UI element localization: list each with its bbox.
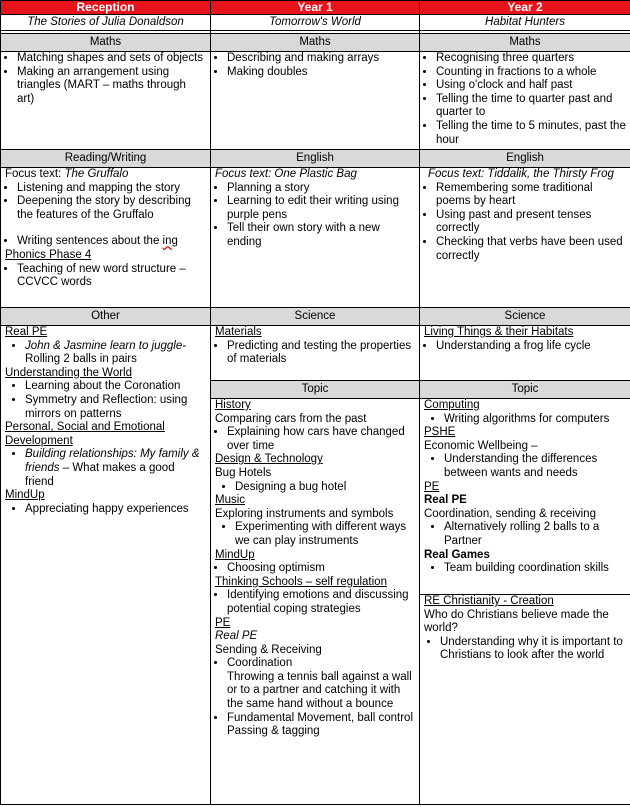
other-label: Other <box>1 308 211 326</box>
reception-maths-label: Maths <box>1 34 211 52</box>
list-item: • Deepening the story by describing the features of the Gruffalo <box>17 195 206 222</box>
list-item: • Teaching of new word structure – CCVCC words <box>17 263 206 290</box>
year1-theme: Tomorrow's World <box>211 15 420 31</box>
list-item: • Understanding the differences between wants and needs <box>444 453 626 480</box>
list-item: • Telling the time to 5 minutes, past the hour <box>436 120 626 147</box>
year1-maths-label: Maths <box>211 34 420 52</box>
year2-topic: Computing • Writing algorithms for computers PSHE Economic Wellbeing – • Understanding the differences between wants and needs PE Real PE Coordination, sending & receiving • Alternatively rolling 2 balls to a Partner Real Games • Team building coordination skills <box>420 399 630 595</box>
living-things-heading: Living Things & their Habitats <box>424 326 574 338</box>
list-item: • Symmetry and Reflection: using mirrors on patterns <box>25 394 206 421</box>
pe-heading: PE <box>215 616 231 629</box>
list-item: • Choosing optimism <box>227 562 415 576</box>
reception-english <box>1 168 211 308</box>
year2-theme: Habitat Hunters <box>420 15 630 31</box>
list-item: • Designing a bug hotel <box>235 481 415 495</box>
year2-english <box>420 168 630 308</box>
thinking-heading: Thinking Schools – self regulation <box>215 575 387 588</box>
list-item: • Coordination Throwing a tennis ball against a wall or to a partner and catching it with the same hand without a bounce <box>227 657 415 711</box>
english-content-row <box>1 168 630 308</box>
year2-science <box>420 326 630 381</box>
list-item: • Learning to edit their writing using purple pens <box>227 195 415 222</box>
music-heading: Music <box>215 494 246 507</box>
year1-english <box>211 168 420 308</box>
year2-english-label: English <box>420 150 630 168</box>
list-item: • Writing sentences about the ing <box>17 235 206 249</box>
list-item: • Building relationships: My family & friends – What makes a good friend <box>25 448 206 489</box>
year2-re: RE Christianity - Creation Who do Christians believe made the world? • Understanding why it is important to Christians to look after the world <box>420 595 630 805</box>
list-item: • Alternatively rolling 2 balls to a Partner <box>444 521 626 548</box>
list-item: • Listening and mapping the story <box>17 182 206 196</box>
year1-topic-label: Topic <box>211 381 420 399</box>
year2-topic-label: Topic <box>420 381 630 399</box>
list-item: • Planning a story <box>227 182 415 196</box>
list-item: • John & Jasmine learn to juggle- Rolling 2 balls in pairs <box>25 340 206 367</box>
list-item: • Understanding a frog life cycle <box>436 340 626 354</box>
list-item: • Writing algorithms for computers <box>444 413 626 427</box>
mindup-heading: MindUp <box>5 489 45 502</box>
list-item: • Checking that verbs have been used correctly <box>436 236 626 263</box>
year2-maths-label: Maths <box>420 34 630 52</box>
history-heading: History <box>215 399 251 411</box>
pshe-heading: PSHE <box>424 426 456 439</box>
list-item: • Explaining how cars have changed over time <box>227 426 415 453</box>
year1-science-label: Science <box>211 308 420 326</box>
theme-row <box>1 15 630 31</box>
list-item: • Identifying emotions and discussing potential coping strategies <box>227 589 415 616</box>
re-heading: RE Christianity - Creation <box>424 595 554 607</box>
phonics-heading: Phonics Phase 4 <box>5 248 92 261</box>
list-item: • Predicting and testing the properties of materials <box>227 340 415 367</box>
real-pe-heading: Real PE <box>5 326 48 338</box>
computing-heading: Computing <box>424 399 480 411</box>
focus-text: Focus text: One Plastic Bag <box>215 168 357 180</box>
list-item: • Team building coordination skills <box>444 562 626 576</box>
year1-english-label: English <box>211 150 420 168</box>
year1-science <box>211 326 420 381</box>
list-item: • Appreciating happy experiences <box>25 503 206 517</box>
reception-maths <box>1 52 211 150</box>
utw-heading: Understanding the World <box>5 366 132 379</box>
list-item: • Making doubles <box>227 66 415 80</box>
pe-heading: PE <box>424 480 440 493</box>
year2-science-label: Science <box>420 308 630 326</box>
reception-english-label: Reading/Writing <box>1 150 211 168</box>
list-item: • Experimenting with different ways we can play instruments <box>235 521 415 548</box>
maths-content-row <box>1 52 630 150</box>
year-header-row <box>1 1 630 15</box>
list-item: • Using o'clock and half past <box>436 79 626 93</box>
list-item: • Describing and making arrays <box>227 52 415 66</box>
dt-heading: Design & Technology <box>215 453 323 466</box>
english-label-row <box>1 150 630 168</box>
reception-theme: The Stories of Julia Donaldson <box>1 15 211 31</box>
mindup-heading: MindUp <box>215 548 255 561</box>
focus-text: Focus text: Tiddalik, the Thirsty Frog <box>428 168 614 180</box>
list-item: • Telling the time to quarter past and quarter to <box>436 93 626 120</box>
reception-other <box>1 326 211 805</box>
real-games-heading: Real Games <box>424 548 490 561</box>
list-item: • Making an arrangement using triangles (MART – maths through art) <box>17 66 206 107</box>
year1-topic: History Comparing cars from the past • Explaining how cars have changed over time Design & Technology Bug Hotels • Designing a bug hotel Music Exploring instruments and symbols • Experimenting with different ways we can play instruments MindUp • Choosing optimism Thinking Schools – self regulation • Identifying emotions and discussing potential coping strategies PE Real PE Sending & Receiving • Coordination Throwing a tennis ball against a wall or to a partner and catching it with the same hand without a bounce • Fundamental Movement, ball control Passing & tagging <box>211 399 420 805</box>
year2-header: Year 2 <box>420 1 630 15</box>
list-item: • Using past and present tenses correctly <box>436 209 626 236</box>
maths-label-row <box>1 34 630 52</box>
year1-header: Year 1 <box>211 1 420 15</box>
psed-heading: Personal, Social and Emotional Development <box>5 421 165 447</box>
list-item: • Fundamental Movement, ball control Passing & tagging <box>227 712 415 739</box>
year2-maths <box>420 52 630 150</box>
science-content-row <box>1 326 630 381</box>
reception-header: Reception <box>1 1 211 15</box>
list-item: • Tell their own story with a new ending <box>227 222 415 249</box>
list-item: • Counting in fractions to a whole <box>436 66 626 80</box>
materials-heading: Materials <box>215 326 262 338</box>
list-item: • Learning about the Coronation <box>25 380 206 394</box>
other-science-label-row <box>1 308 630 326</box>
list-item: • Understanding why it is important to Christians to look after the world <box>440 636 626 663</box>
list-item: • Recognising three quarters <box>436 52 626 66</box>
focus-text: Focus text: The Gruffalo <box>5 168 129 180</box>
list-item: • Matching shapes and sets of objects <box>17 52 206 66</box>
year1-maths <box>211 52 420 150</box>
list-item: • Remembering some traditional poems by heart <box>436 182 626 209</box>
